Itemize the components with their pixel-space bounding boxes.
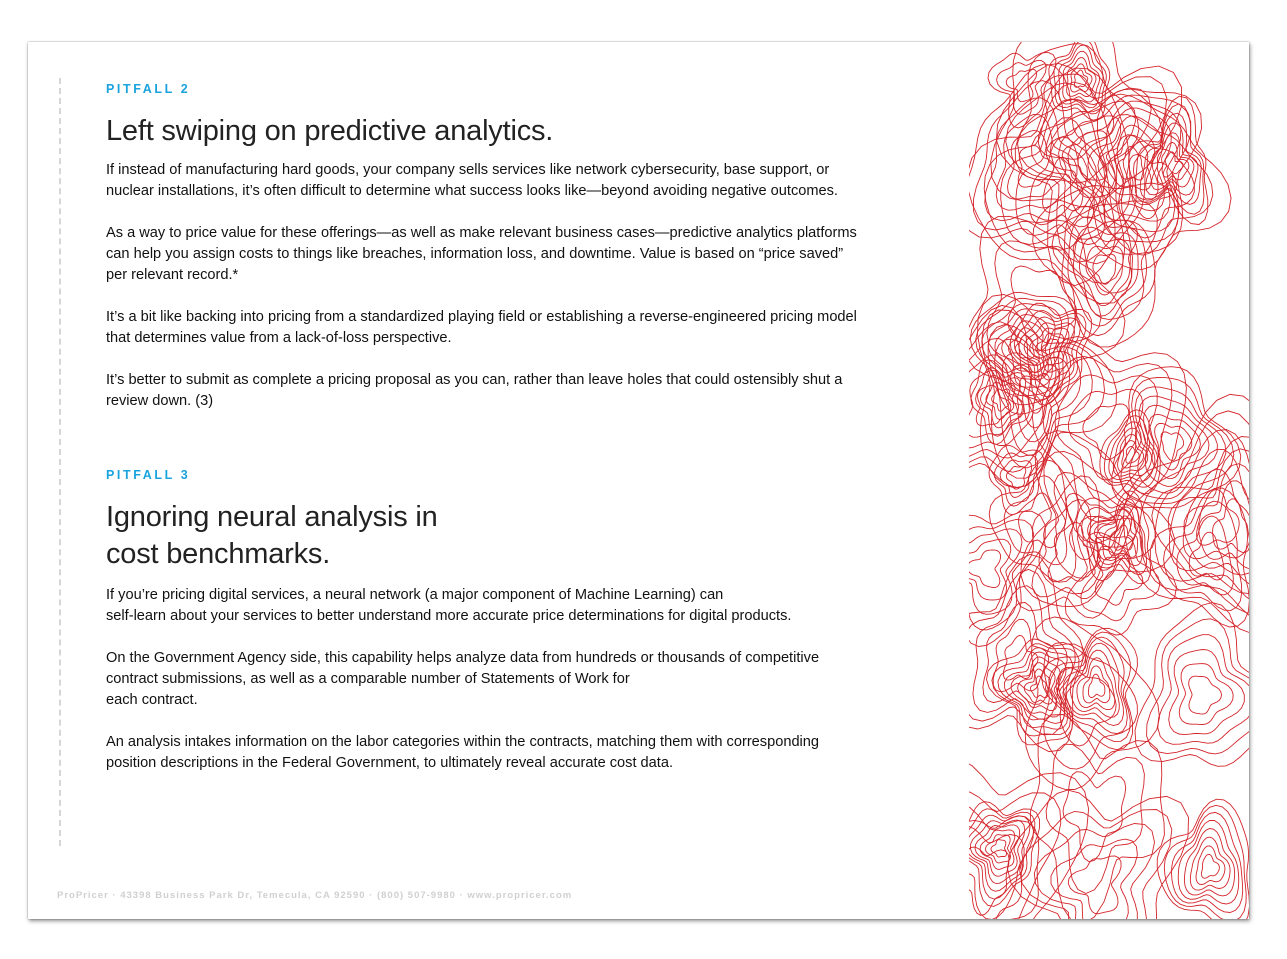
- contour-line: [1163, 152, 1183, 177]
- contour-line: [1179, 664, 1233, 725]
- document-page: [28, 42, 1249, 919]
- contour-line: [1172, 812, 1243, 912]
- pitfall-2-kicker: PITFALL 2: [106, 82, 191, 96]
- pitfall-3-paragraph-1: If you’re pricing digital services, a neural network (a major component of Machine Learning) can self-learn about your services to better understand more accurate price determinations for digital products.: [106, 587, 792, 624]
- contour-line: [969, 519, 1034, 630]
- topographic-contour-art: [969, 42, 1249, 919]
- pitfall-2-section: [106, 82, 866, 412]
- contour-line: [970, 820, 1024, 884]
- contour-line: [1169, 650, 1245, 735]
- contour-line: [1007, 790, 1188, 919]
- contour-line: [1033, 183, 1179, 347]
- contour-line: [1034, 824, 1154, 920]
- pitfall-3-section: [106, 468, 866, 774]
- contour-line: [969, 539, 1011, 600]
- contour-line: [1190, 837, 1230, 890]
- pitfall-2-paragraph-1: If instead of manufacturing hard goods, your company sells services like network cybersecurity, base support, or nuclear installations, it’s often difficult to determine what success looks like—beyond avoiding negative outcomes.: [106, 162, 838, 199]
- contour-line: [1024, 669, 1052, 704]
- pitfall-3-paragraph-3: An analysis intakes information on the labor categories within the contracts, matching them with corresponding position descriptions in the Federal Government, to ultimately reveal accurate cost data.: [106, 734, 820, 771]
- pitfall-2-paragraph-2: As a way to price value for these offerings—as well as make relevant business cases—predictive analytics platforms can help you assign costs to things like breaches, information loss, and downtime. Value is based on “price saved” per relevant record.*: [106, 225, 857, 283]
- contour-line: [1063, 772, 1126, 862]
- contour-line: [969, 550, 1001, 588]
- contour-line: [1155, 430, 1249, 594]
- contour-line: [1068, 856, 1121, 914]
- contour-line: [1213, 499, 1249, 553]
- contour-line: [1196, 846, 1225, 885]
- main-content: [106, 82, 866, 795]
- contour-line: [1015, 44, 1139, 183]
- page-footer: ProPricer · 43398 Business Park Dr, Temecula, CA 92590 · (800) 507-9980 · www.propricer.com: [57, 890, 573, 901]
- pitfall-2-paragraph-3: It’s a bit like backing into pricing from a standardized playing field or establishing a reverse-engineered pricing model that determines value from a lack-of-loss perspective.: [106, 309, 857, 346]
- pitfall-3-heading: Ignoring neural analysis in cost benchmarks.: [106, 501, 438, 570]
- contour-line: [1020, 810, 1172, 920]
- contour-line: [969, 809, 1035, 899]
- contour-line: [1189, 676, 1222, 714]
- pitfall-3-kicker: PITFALL 3: [106, 468, 191, 482]
- pitfall-2-heading: Left swiping on predictive analytics.: [106, 115, 554, 147]
- pitfall-3-paragraph-2: On the Government Agency side, this capability helps analyze data from hundreds or thousands of competitive contract submissions, as well as a comparable number of Statements of Work for each contract.: [106, 650, 820, 708]
- pitfall-2-paragraph-4: It’s better to submit as complete a pricing proposal as you can, rather than leave holes that could ostensibly shut a review down. (3): [106, 372, 843, 409]
- dashed-divider: [59, 78, 61, 846]
- contour-line: [1058, 667, 1116, 746]
- contour-line: [1030, 676, 1047, 698]
